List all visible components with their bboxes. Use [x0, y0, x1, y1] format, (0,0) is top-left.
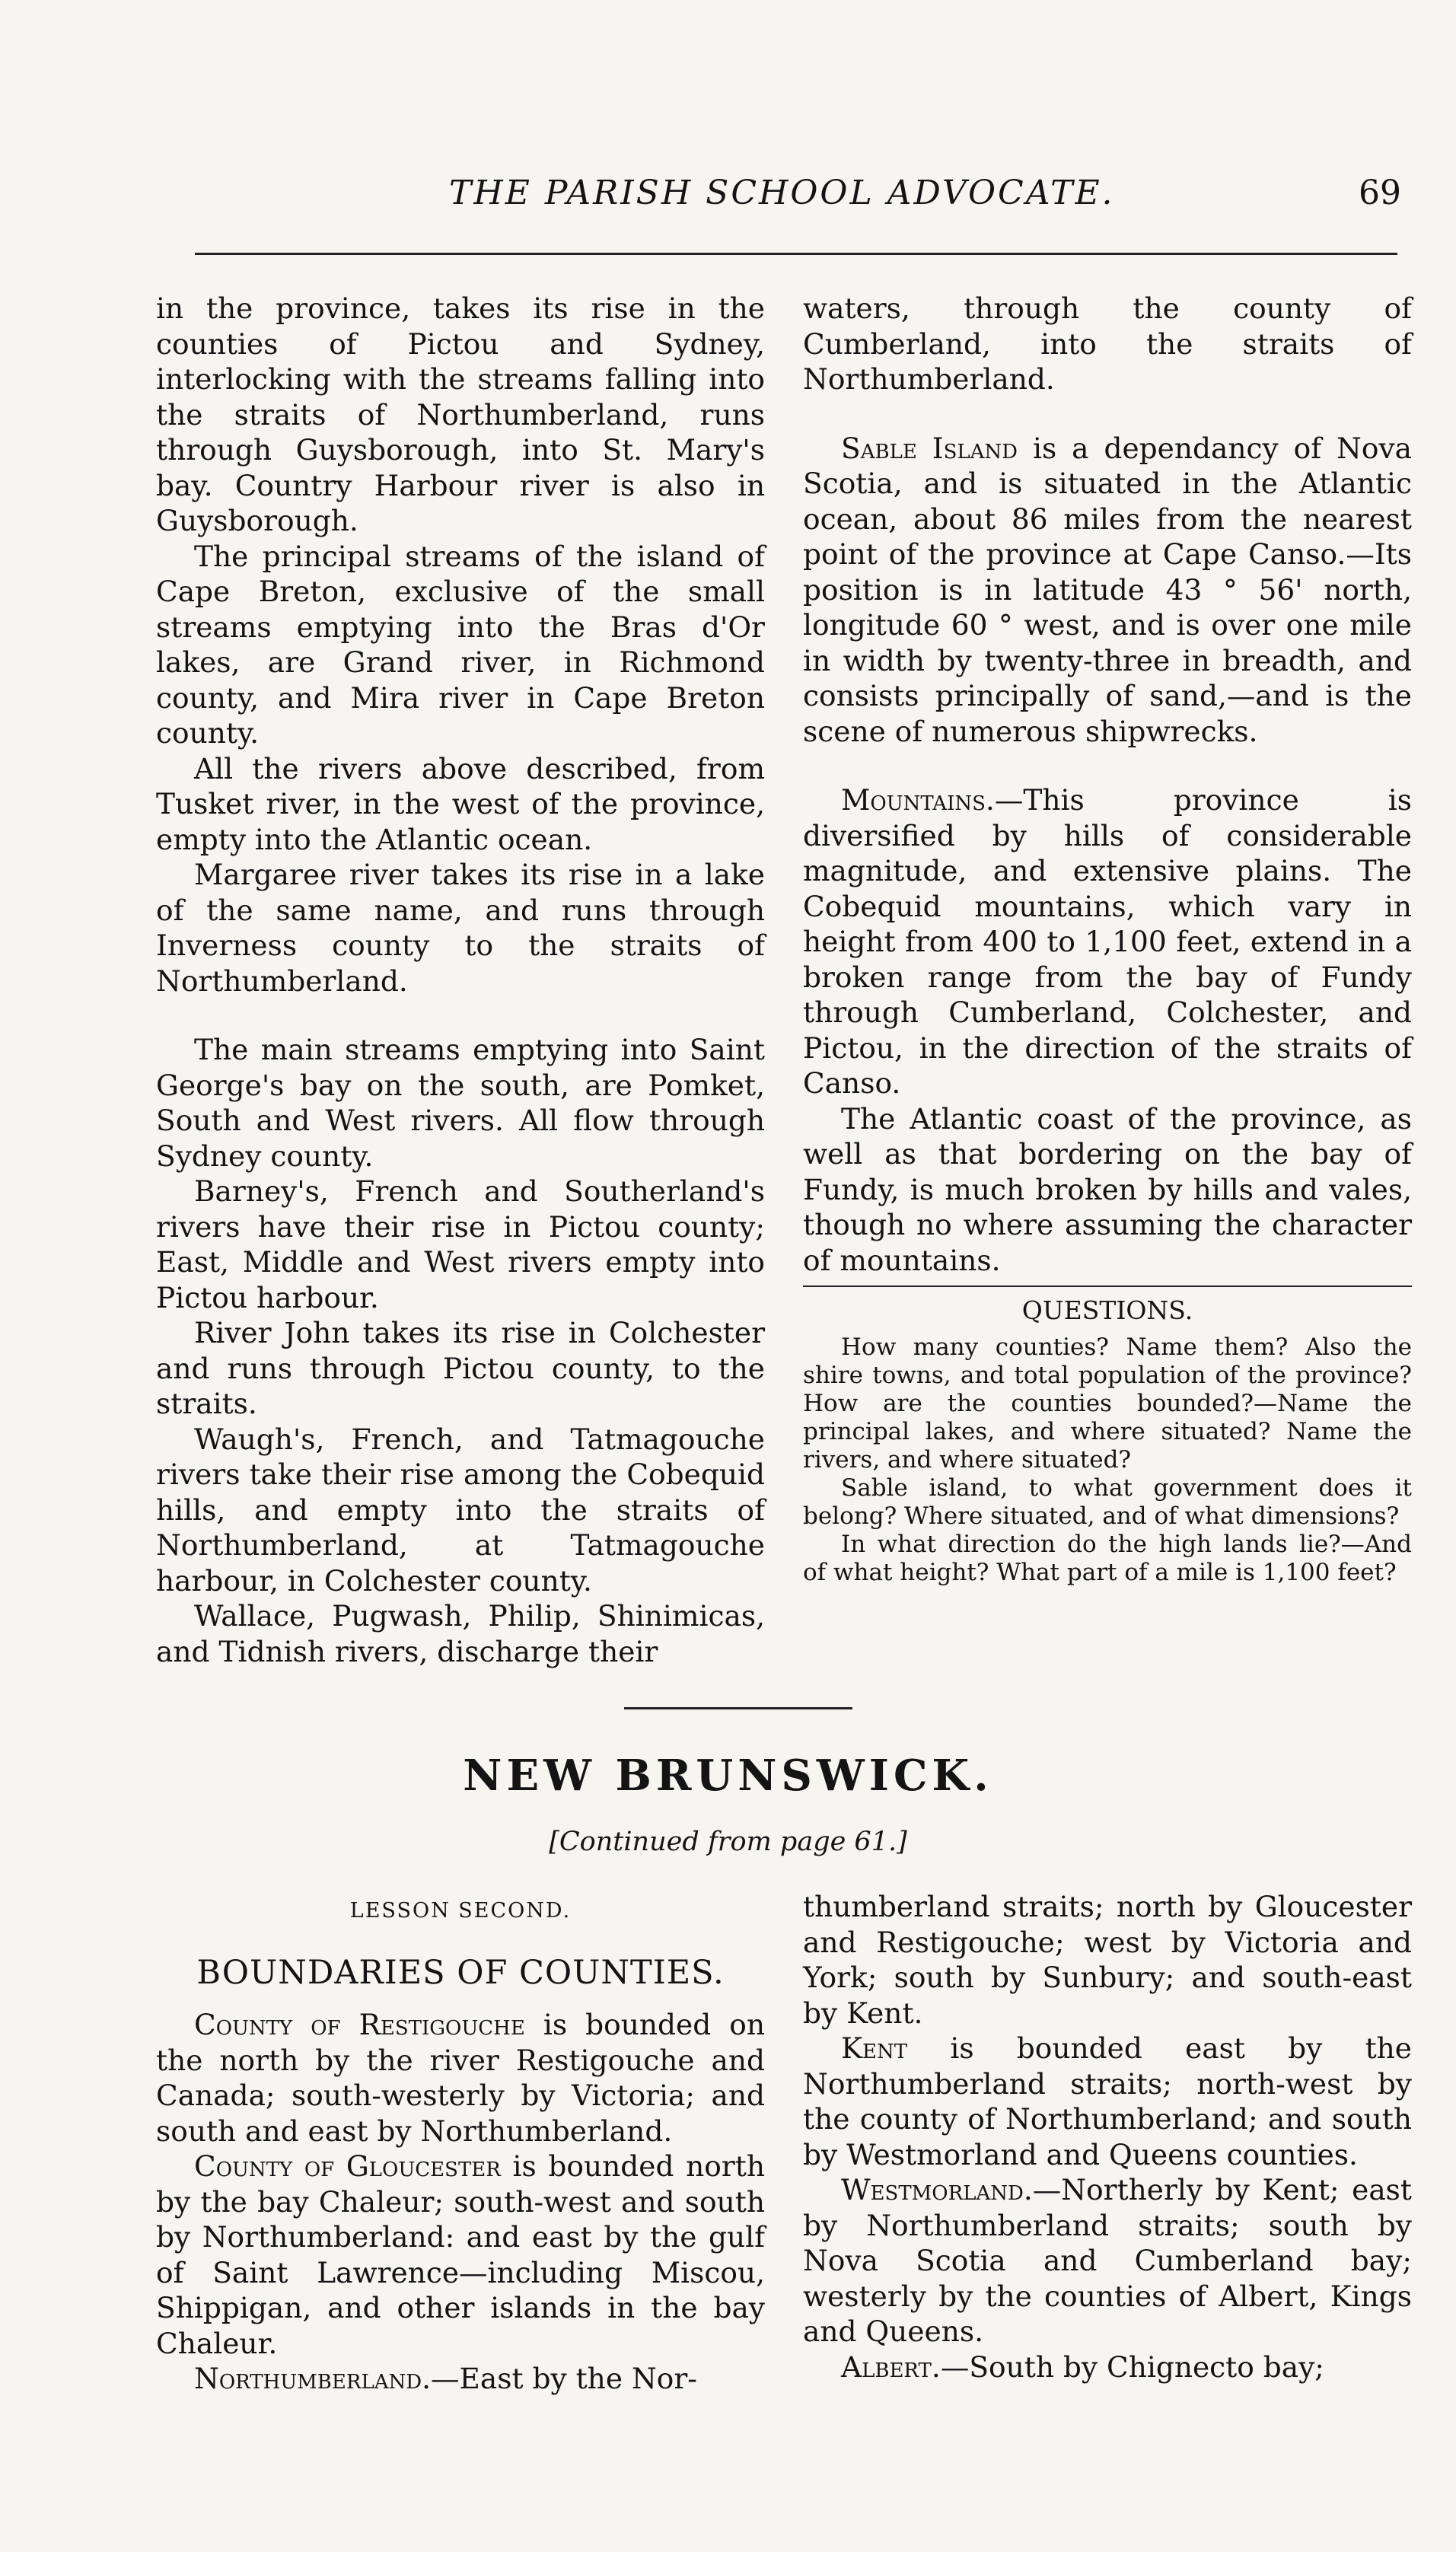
nb-right-column: [803, 1889, 1412, 2385]
gloucester-text: is bounded north by the bay Chaleur; south-west and south by Northumberland: and east by the gulf of Saint Lawrence—including Miscou, Shippigan, and other islands in the bay Chaleur.: [156, 2149, 766, 2360]
mountains-paragraph: [803, 782, 1412, 1101]
gloucester-paragraph: [156, 2149, 765, 2361]
albert-heading: Albert.: [841, 2350, 941, 2384]
section-subtitle: BOUNDARIES OF COUNTIES.: [196, 1953, 725, 1992]
questions-heading: QUESTIONS.: [1021, 1295, 1193, 1325]
sable-island-paragraph: [803, 431, 1412, 750]
question: How many counties? Name them? Also the shire towns, and total population of the province? How are the counties bounded?—Name the principal lakes, and where situated? Name the rivers, and where situated?: [803, 1333, 1412, 1474]
left-column: [156, 291, 765, 1669]
paragraph: The main streams emptying into Saint George's bay on the south, are Pomket, South and West rivers. All flow through Sydney county.: [156, 1033, 765, 1173]
lesson-label: LESSON SECOND.: [349, 1899, 572, 1923]
kent-paragraph: [803, 2031, 1412, 2172]
albert-paragraph: [803, 2350, 1412, 2385]
restigouche-heading: County of Restigouche: [194, 2008, 525, 2041]
header-rule: [195, 253, 1397, 255]
northumberland-heading: Northumberland.: [194, 2362, 432, 2395]
section-title: NEW BRUNSWICK.: [463, 1751, 993, 1801]
question: In what direction do the high lands lie?—And of what height? What part of a mile is 1,100 feet?: [803, 1530, 1412, 1586]
right-column: [803, 291, 1412, 1587]
running-header: [0, 174, 1456, 227]
paragraph: Barney's, French and Southerland's rivers have their rise in Pictou county; East, Middle and West rivers empty into Pictou harbour.: [156, 1174, 765, 1314]
questions-rule: [803, 1286, 1412, 1287]
restigouche-paragraph: [156, 2007, 765, 2149]
paragraph: The principal streams of the island of Cape Breton, exclusive of the small streams emptying into the Bras d'Or lakes, are Grand river, in Richmond county, and Mira river in Cape Breton county.: [156, 539, 765, 750]
northumberland-text: —East by the Nor-: [431, 2362, 697, 2395]
paragraph: All the rivers above described, from Tusket river, in the west of the province, empty into the Atlantic ocean.: [156, 751, 765, 856]
nb-left-column: [156, 1888, 765, 2397]
gloucester-heading: County of Gloucester: [194, 2149, 501, 2183]
section-divider: [624, 1707, 852, 1709]
continued-note: [Continued from page 61.]: [549, 1827, 907, 1857]
paragraph: thumberland straits; north by Gloucester and Restigouche; west by Victoria and York; south by Sunbury; and south-east by Kent.: [803, 1890, 1412, 2030]
sable-island-text: is a dependancy of Nova Scotia, and is situated in the Atlantic ocean, about 86 miles from the nearest point of the province at Cape Canso.—Its position is in latitude 43 ° 56' north, longitude 60 ° west, and is over one mile in width by twenty-three in breadth, and consists principally of sand,—and is the scene of numerous shipwrecks.: [803, 431, 1412, 748]
albert-text: —South by Chignecto bay;: [940, 2350, 1324, 2384]
mountains-heading: Mountains.: [841, 783, 995, 817]
mountains-text: —This province is diversified by hills of considerable magnitude, and extensive plains. The Cobequid mountains, which vary in height from 400 to 1,100 feet, extend in a broken range from the bay of Fundy through Cumberland, Colchester, and Pictou, in the direction of the straits of Canso.: [803, 783, 1412, 1100]
paragraph: Wallace, Pugwash, Philip, Shinimicas, and Tidnish rivers, discharge their: [156, 1599, 765, 1668]
paragraph: Margaree river takes its rise in a lake of the same name, and runs through Inverness county to the straits of Northumberland.: [156, 858, 765, 998]
westmorland-heading: Westmorland.: [841, 2173, 1033, 2206]
northumberland-paragraph: [156, 2361, 765, 2397]
sable-island-heading: Sable Island: [841, 431, 1018, 465]
westmorland-paragraph: [803, 2172, 1412, 2350]
paragraph: The Atlantic coast of the province, as well as that bordering on the bay of Fundy, is much broken by hills and vales, though no where assuming the character of mountains.: [803, 1101, 1412, 1277]
westmorland-text: —Northerly by Kent; east by Northumberland straits; south by Nova Scotia and Cumberland bay; westerly by the counties of Albert, Kings and Queens.: [803, 2173, 1412, 2348]
kent-text: is bounded east by the Northumberland straits; north-west by the county of Northumberland; and south by Westmorland and Queens counties.: [803, 2031, 1413, 2171]
running-title: THE PARISH SCHOOL ADVOCATE.: [449, 174, 1115, 212]
question: Sable island, to what government does it belong? Where situated, and of what dimensions?: [803, 1474, 1412, 1530]
page-number: 69: [1359, 174, 1401, 212]
paragraph: Waugh's, French, and Tatmagouche rivers take their rise among the Cobequid hills, and empty into the straits of Northumberland, at Tatmagouche harbour, in Colchester county.: [156, 1422, 765, 1598]
paragraph: waters, through the county of Cumberland, into the straits of Northumberland.: [803, 292, 1412, 396]
paragraph: River John takes its rise in Colchester and runs through Pictou county, to the straits.: [156, 1316, 765, 1420]
paragraph: in the province, takes its rise in the counties of Pictou and Sydney, interlocking with the streams falling into the straits of Northumberland, runs through Guysborough, into St. Mary's bay. Country Harbour river is also in Guysborough.: [156, 292, 765, 537]
restigouche-text: is bounded on the north by the river Restigouche and Canada; south-westerly by Victoria; and south and east by Northumberland.: [156, 2008, 765, 2148]
kent-heading: Kent: [841, 2031, 908, 2065]
